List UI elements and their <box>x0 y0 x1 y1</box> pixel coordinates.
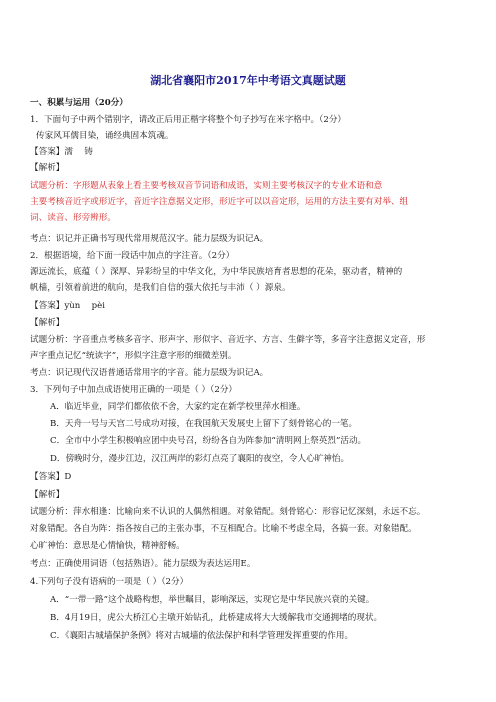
analysis-3-line-2: 对象错配。各自为阵：指各按自己的主张办事，不互相配合。比喻不考虑全局，各搞一套。对象错配。 <box>30 524 417 534</box>
point-3: 考点：正确使用词语（包括熟语）。能力层级为表达运用E。 <box>30 559 256 569</box>
analysis-label-1: 【解析】 <box>30 163 65 173</box>
question-4-option-a: A．“一带一路”这个战略构想，举世瞩目，影响深远，实现它是中华民族兴衰的关键。 <box>50 595 375 605</box>
question-3-option-a: A．临近毕业，同学们都依依不舍，大家约定在新学校里萍水相逢。 <box>50 402 306 412</box>
analysis-2-line-2: 声字重点记忆“统读字”，形似字注意字形的细微差别。 <box>30 351 237 361</box>
page-title: 湖北省襄阳市2017年中考语文真题试题 <box>150 74 346 87</box>
question-4-option-c: C．《襄阳古城墙保护条例》将对古城墙的依法保护和科学管理发挥重要的作用。 <box>50 631 354 641</box>
point-2: 考点：识记现代汉语普通话常用字的字音。能力层级为识记A。 <box>30 368 269 378</box>
question-2: 2．根据语境，给下面一段话中加点的字注音。（2分） <box>30 251 235 261</box>
question-2-passage-1: 源远流长，底蕴（ ）深厚、异彩纷呈的中华文化，为中华民族培育者思想的花朵，驱动者，精神的 <box>30 267 403 277</box>
question-4-option-b: B．4月19日，虎公大桥江心主墩开始钻孔，此桥建成将大大缓解我市交通拥堵的现状。 <box>50 613 383 623</box>
question-3-option-d: D．傍晚时分，漫步江边，汉江两岸的彩灯点亮了襄阳的夜空，令人心旷神怡。 <box>50 454 350 464</box>
question-3: 3．下列句子中加点成语使用正确的一项是（ ）（2分） <box>30 385 238 395</box>
answer-3: 【答案】D <box>30 472 72 482</box>
section-heading: 一、积累与运用（20分） <box>30 98 128 108</box>
analysis-3-line-1: 试题分析：萍水相逢：比喻向来不认识的人偶然相遇。对象错配。刻骨铭心：形容记忆深刻，永远不忘。 <box>30 507 426 517</box>
analysis-2-line-1: 试题分析：字音重点考核多音字、形声字、形似字、音近字、方言、生僻字等，多音字注意据义定音，形 <box>30 335 426 345</box>
analysis-1-line-1: 试题分析：字形题从表象上看主要考核双音节词语和成语，实则主要考核汉字的专业术语和意 <box>30 181 383 191</box>
question-2-passage-2: 帆樯，引领着前进的航向，是我们自信的强大依托与丰沛（ ）源泉。 <box>30 283 291 293</box>
question-1: 1．下面句子中两个错别字，请改正后用正楷字将整个句子抄写在米字格中。（2分） <box>30 115 347 125</box>
point-1: 考点：识记并正确书写现代常用规范汉字。能力层级为识记A。 <box>30 234 269 244</box>
question-3-option-c: C．全市中小学生积极响应团中央号召，纷纷各自为阵参加“清明网上祭英烈”活动。 <box>50 436 367 446</box>
analysis-label-3: 【解析】 <box>30 490 65 500</box>
question-1-sentence: 传家风耳儒目染，诵经典固本筑魂。 <box>36 131 174 141</box>
analysis-1-line-3: 词、读音、形旁辨形。 <box>30 213 116 223</box>
analysis-1-line-2: 主要考核音近字或形近字，音近字注意据义定形，形近字可以以音定形，运用的方法主要有对举、组 <box>30 197 409 207</box>
analysis-label-2: 【解析】 <box>30 318 65 328</box>
answer-1: 【答案】濡 铸 <box>30 147 93 157</box>
question-4: 4.下列句子没有语病的一项是（ ）（2分） <box>30 577 189 587</box>
analysis-3-line-3: 心旷神怡：意思是心情愉快，精神舒畅。 <box>30 541 185 551</box>
answer-2: 【答案】yùn pèi <box>30 301 105 311</box>
question-3-option-b: B．天舟一号与天宫二号成功对接，在我国航天发展史上留下了刻骨铭心的一笔。 <box>50 419 358 429</box>
